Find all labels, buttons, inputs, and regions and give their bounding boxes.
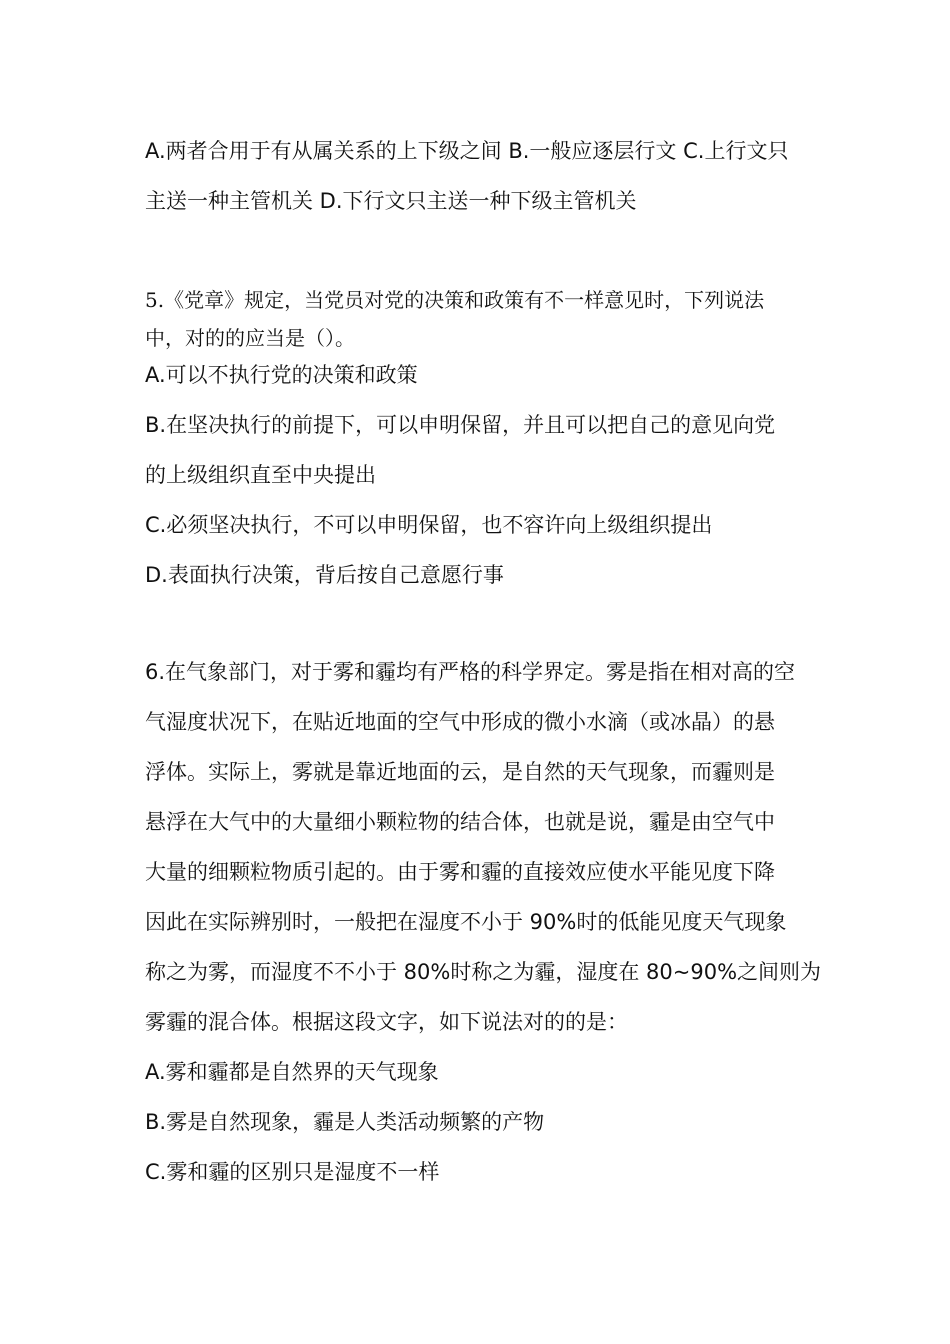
question-5-options [145, 350, 810, 600]
q6-line-2: 气湿度状况下，在贴近地面的空气中形成的微小水滴（或冰晶）的悬 [145, 710, 775, 734]
q6-line-8: 雾霾的混合体。根据这段文字，如下说法对的的是： [145, 1010, 628, 1034]
q6-option-c: C.雾和霾的区别只是湿度不一样 [145, 1160, 440, 1184]
question-5-stem [145, 281, 810, 357]
q6-line-7: 称之为雾，而湿度不不小于 80%时称之为霾，湿度在 80~90%之间则为 [145, 960, 822, 984]
q6-line-4: 悬浮在大气中的大量细小颗粒物的结合体，也就是说，霾是由空气中 [145, 810, 775, 834]
question-4-options [145, 126, 810, 226]
q5-option-a: A.可以不执行党的决策和政策 [145, 363, 418, 387]
q6-line-6: 因此在实际辨别时，一般把在湿度不小于 90%时的低能见度天气现象 [145, 910, 787, 934]
q5-option-b-line-2: 的上级组织直至中央提出 [145, 463, 376, 487]
q6-line-5: 大量的细颗粒物质引起的。由于雾和霾的直接效应使水平能见度下降 [145, 860, 775, 884]
q5-option-d: D.表面执行决策，背后按自己意愿行事 [145, 563, 504, 587]
q5-stem-line-2: 中，对的的应当是（）。 [145, 326, 355, 350]
q6-line-1: 6.在气象部门，对于雾和霾均有严格的科学界定。雾是指在相对高的空 [145, 660, 796, 684]
q5-option-b-line-1: B.在坚决执行的前提下，可以申明保留，并且可以把自己的意见向党 [145, 413, 776, 437]
question-6 [145, 647, 822, 1197]
q6-option-a: A.雾和霾都是自然界的天气现象 [145, 1060, 439, 1084]
q6-line-3: 浮体。实际上，雾就是靠近地面的云，是自然的天气现象，而霾则是 [145, 760, 775, 784]
q4-options-line-1: A.两者合用于有从属关系的上下级之间 B.一般应逐层行文 C.上行文只 [145, 139, 789, 163]
q5-option-c: C.必须坚决执行，不可以申明保留，也不容许向上级组织提出 [145, 513, 713, 537]
q5-stem-line-1: 5.《党章》规定，当党员对党的决策和政策有不一样意见时，下列说法 [145, 288, 765, 312]
q6-option-b: B.雾是自然现象，霾是人类活动频繁的产物 [145, 1110, 545, 1134]
q4-options-line-2: 主送一种主管机关 D.下行文只主送一种下级主管机关 [145, 189, 637, 213]
